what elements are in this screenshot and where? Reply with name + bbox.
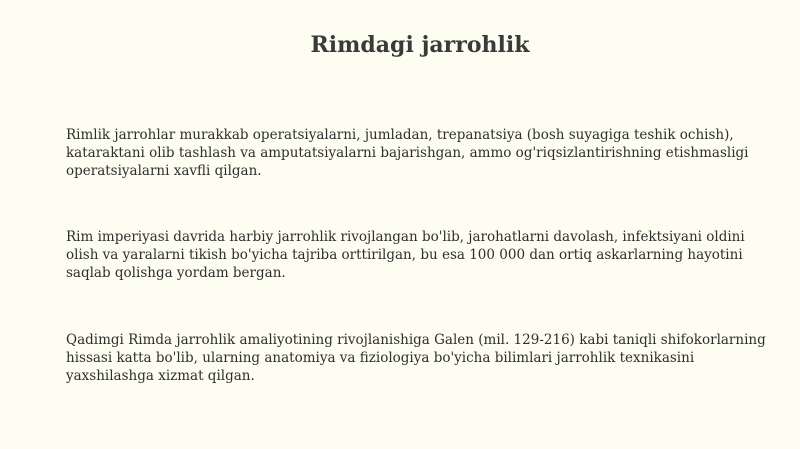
slide-title: Rimdagi jarrohlik: [310, 32, 530, 58]
paragraph-galen-contribution: Qadimgi Rimda jarrohlik amaliyotining rivojlanishiga Galen (mil. 129-216) kabi taniqli shifokorlarning hissasi katta bo'lib, ularning anatomiya va fiziologiya bo'yicha bilimlari jarrohlik texnikasini yaxshilashga xizmat qilgan.: [66, 332, 766, 384]
paragraph-surgery-operations: Rimlik jarrohlar murakkab operatsiyalarni, jumladan, trepanatsiya (bosh suyagiga teshik ochish), kataraktani olib tashlash va amputatsiyalarni bajarishgan, ammo og'riqsizlantirishning etishmasligi operatsiyalarni xavfli qilgan.: [66, 127, 749, 179]
paragraph-military-surgery: Rim imperiyasi davrida harbiy jarrohlik rivojlangan bo'lib, jarohatlarni davolash, infektsiyani oldini olish va yaralarni tikish bo'yicha tajriba orttirilgan, bu esa 100 000 dan ortiq askarlarning hayotini saqlab qolishga yordam bergan.: [66, 229, 745, 281]
